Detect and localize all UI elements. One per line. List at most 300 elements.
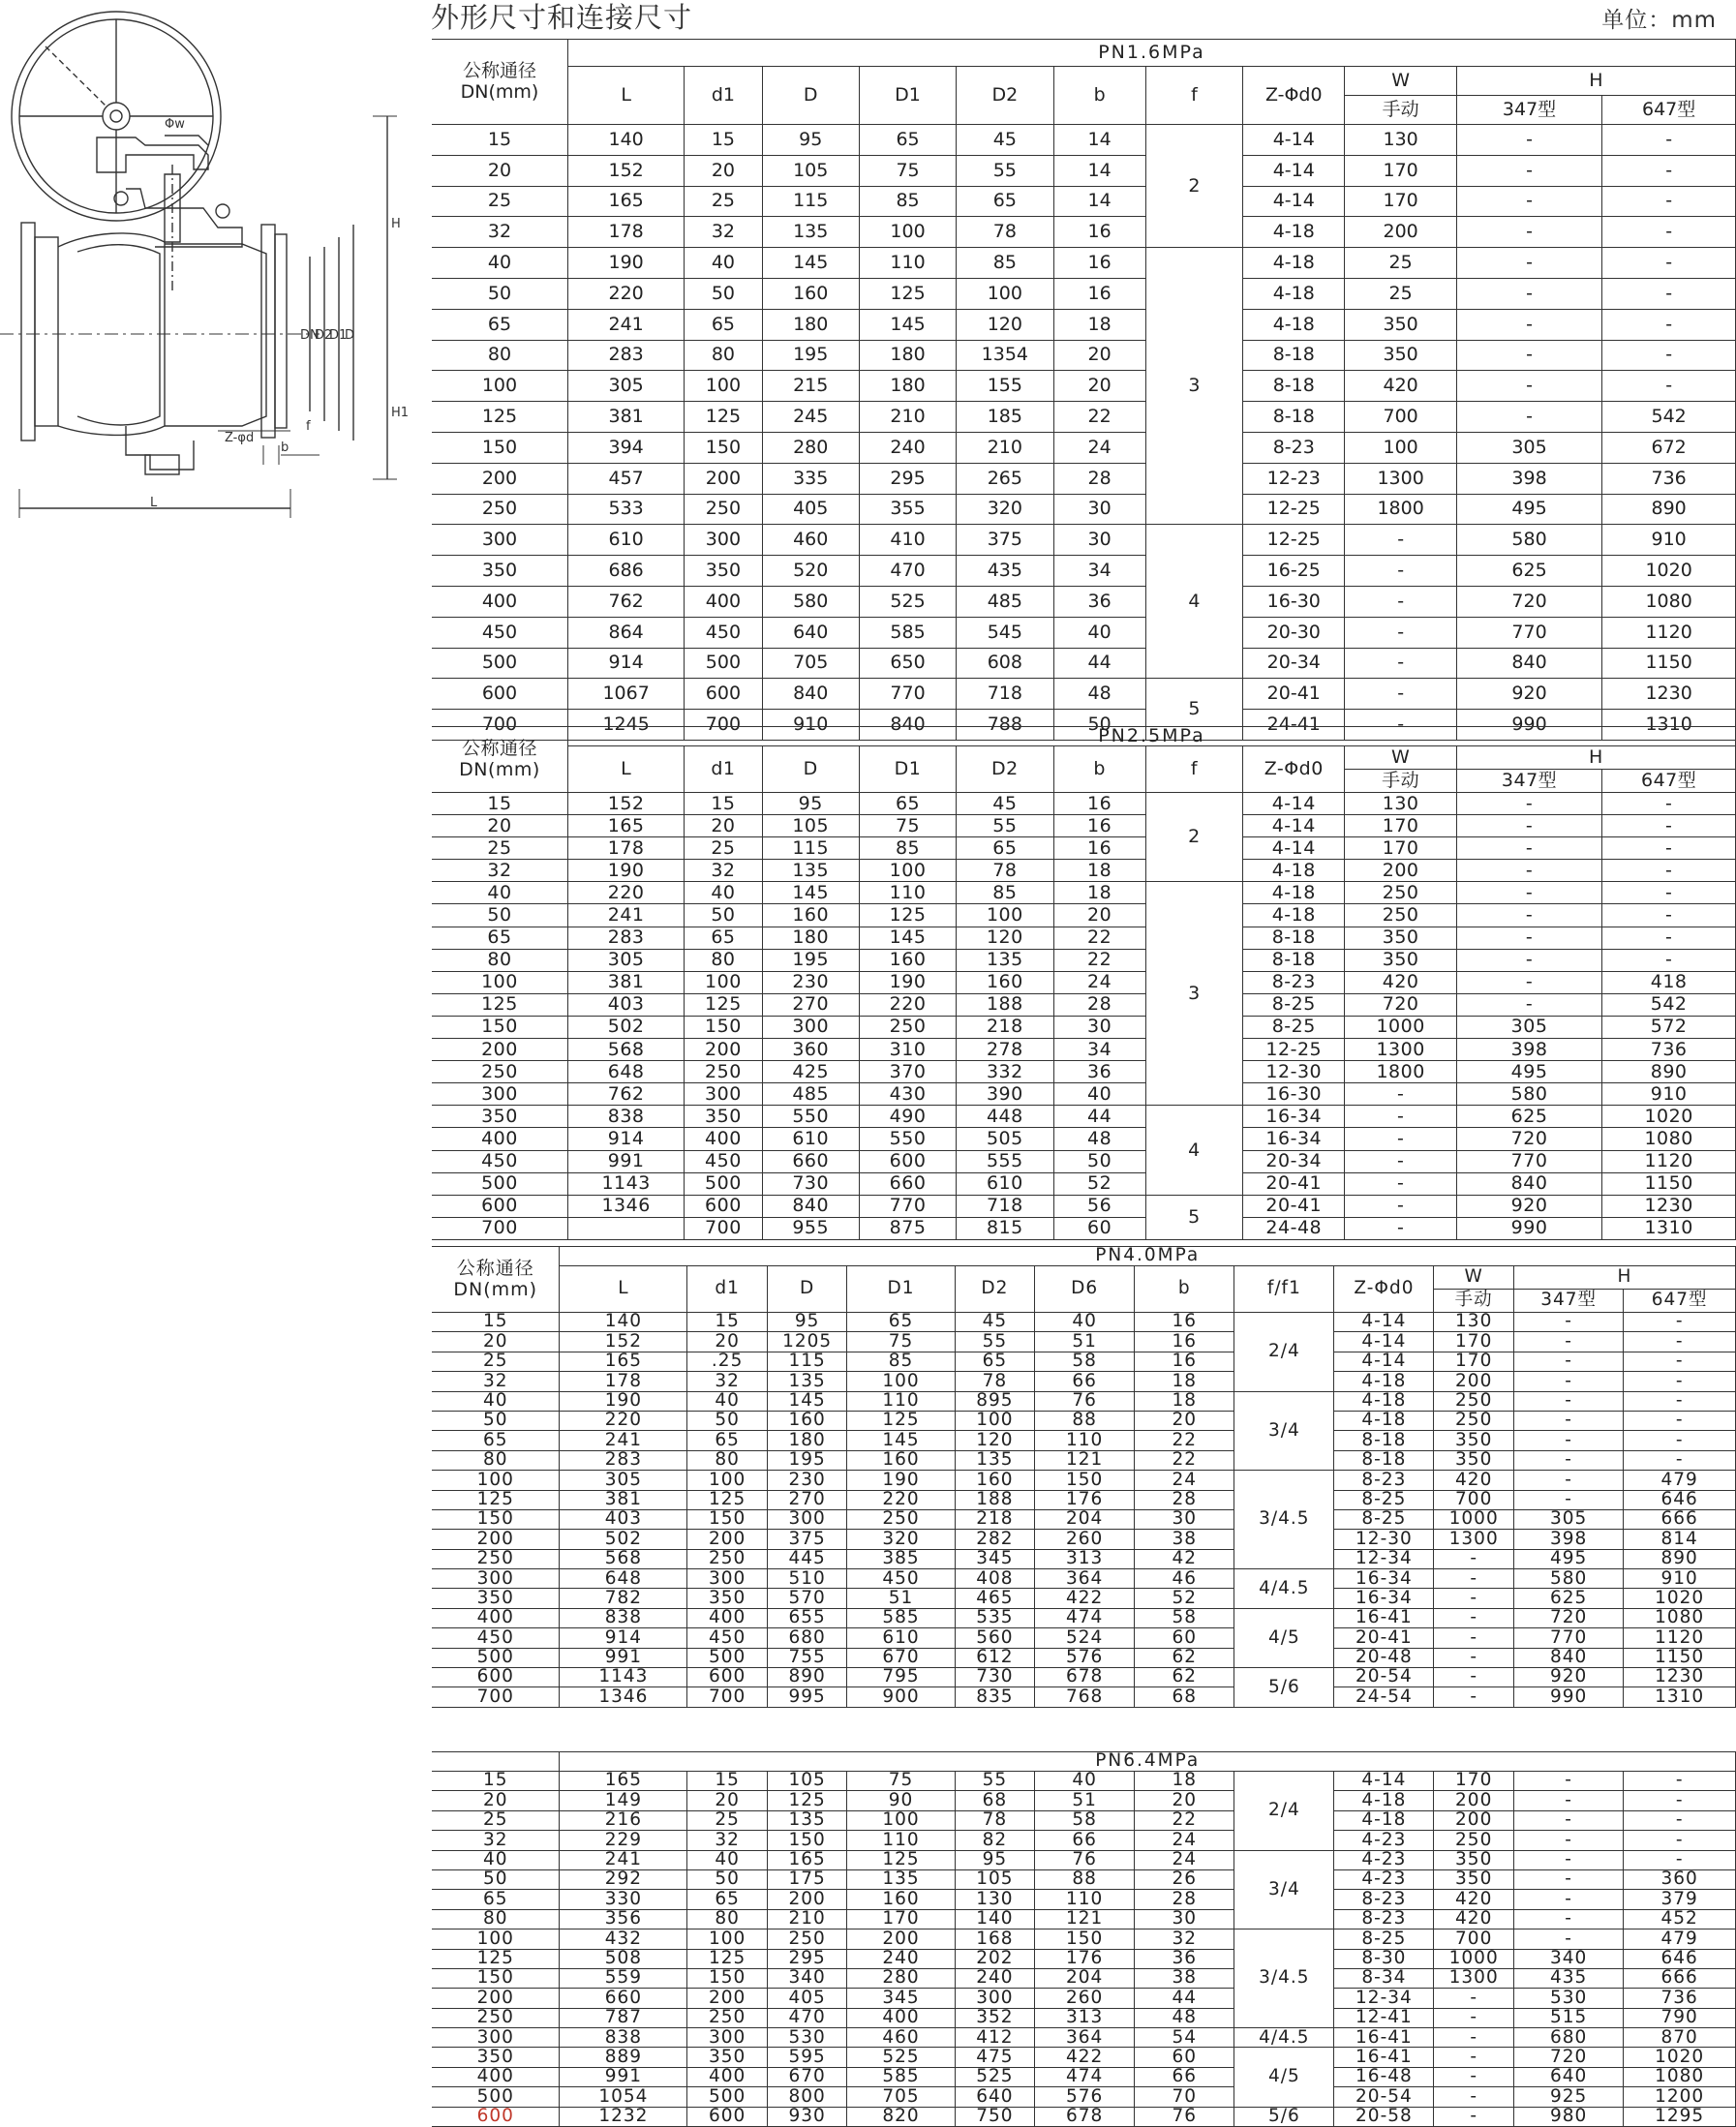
value-cell: 350 [1434,1850,1513,1869]
dn-cell: 700 [432,710,567,741]
value-cell: 300 [685,525,762,556]
value-cell: - [1624,1411,1736,1430]
dn-cell: 50 [432,278,567,309]
value-cell: 930 [767,2107,846,2126]
h-subheader-647: 647型 [1602,770,1736,793]
value-cell: 8-30 [1334,1949,1434,1968]
dn-cell: 500 [432,1648,560,1667]
value-cell: - [1602,927,1736,949]
value-cell: 390 [957,1083,1053,1106]
value-cell: - [1624,1850,1736,1869]
value-cell: 910 [1624,1569,1736,1589]
value-cell: 300 [687,1569,767,1589]
value-cell: 24 [1135,1471,1234,1490]
value-cell: 165 [567,815,684,837]
value-cell: - [1624,1352,1736,1371]
column-header: D [767,1266,846,1313]
table-row [432,309,1736,340]
value-cell: 20 [685,815,762,837]
value-cell: 50 [1053,1150,1145,1172]
table-row [432,1909,1736,1929]
value-cell: 75 [859,155,956,186]
value-cell: 838 [567,1106,684,1128]
value-cell: - [1456,125,1601,156]
value-cell: 80 [687,1909,767,1929]
value-cell: 914 [560,1628,687,1648]
value-cell: 490 [859,1106,956,1128]
value-cell: 105 [762,155,859,186]
table-row [432,1608,1736,1627]
f-group-cell: 5 [1145,679,1242,741]
value-cell: 502 [567,1016,684,1038]
dn-cell: 250 [432,494,567,525]
value-cell: 34 [1053,556,1145,587]
table-row [432,402,1736,433]
value-cell: 170 [1434,1332,1513,1352]
value-cell: 890 [1602,494,1736,525]
value-cell: 770 [859,1195,956,1217]
value-cell: 8-25 [1334,1929,1434,1949]
value-cell: 580 [762,586,859,617]
value-cell: 474 [1035,1608,1135,1627]
value-cell: 200 [767,1890,846,1909]
value-cell: 408 [955,1569,1034,1589]
value-cell: 914 [567,1128,684,1150]
value-cell: - [1602,155,1736,186]
value-cell: - [1456,340,1601,371]
value-cell: 350 [685,556,762,587]
value-cell: 65 [859,793,956,815]
value-cell: 20 [1053,371,1145,402]
table-row [432,1391,1736,1411]
value-cell: 788 [957,710,1053,741]
value-cell: - [1345,1195,1456,1217]
value-cell: - [1345,525,1456,556]
value-cell: 770 [1456,617,1601,648]
value-cell: 870 [1624,2028,1736,2048]
value-cell: 121 [1035,1450,1135,1470]
value-cell: 1310 [1602,1217,1736,1239]
value-cell: 195 [762,340,859,371]
f-group-cell: 4/4.5 [1234,1569,1334,1609]
value-cell: 55 [955,1332,1034,1352]
value-cell: 8-25 [1334,1490,1434,1509]
value-cell: 16-34 [1243,1128,1345,1150]
value-cell: - [1434,2087,1513,2107]
value-cell: 55 [955,1772,1034,1791]
value-cell: 204 [1035,1509,1135,1529]
value-cell: 1232 [560,2107,687,2126]
value-cell: 475 [955,2048,1034,2067]
value-cell: 16-41 [1334,2028,1434,2048]
table-row [432,1509,1736,1529]
f-group-cell: 4/5 [1234,2048,1334,2107]
value-cell: 4-18 [1243,248,1345,279]
dn-header-line1: 公称通径 [462,59,536,81]
dn-cell: 25 [432,837,567,860]
value-cell: 283 [560,1450,687,1470]
value-cell: 1080 [1624,1608,1736,1627]
value-cell: 32 [685,860,762,882]
table-row [432,494,1736,525]
spec-table-3 [432,1246,1736,1708]
value-cell: 51 [847,1589,955,1608]
value-cell: - [1624,1313,1736,1332]
dn-cell: 250 [432,1061,567,1083]
table-row [432,340,1736,371]
value-cell: 4-14 [1243,815,1345,837]
value-cell: 576 [1035,1648,1135,1667]
value-cell: 1020 [1624,1589,1736,1608]
value-cell: 160 [762,278,859,309]
value-cell: 250 [685,1061,762,1083]
value-cell: 1346 [567,1195,684,1217]
value-cell: - [1456,155,1601,186]
table-row [432,525,1736,556]
column-header: b [1135,1266,1234,1313]
value-cell: 16-41 [1334,2048,1434,2067]
dn-cell: 400 [432,1128,567,1150]
value-cell: - [1513,1471,1623,1490]
value-cell: 445 [767,1549,846,1568]
dn-header-line1: 公称通径 [456,1257,534,1279]
value-cell: 24 [1053,971,1145,993]
table-row [432,125,1736,156]
value-cell: 60 [1135,2048,1234,2067]
value-cell: 375 [957,525,1053,556]
value-cell: 175 [767,1869,846,1889]
table-row [432,1332,1736,1352]
value-cell: 160 [957,971,1053,993]
value-cell: 495 [1456,494,1601,525]
valve-drawing [0,0,410,542]
value-cell: 180 [762,927,859,949]
value-cell: 80 [687,1450,767,1470]
value-cell: 340 [767,1968,846,1988]
label-h1: H1 [391,406,410,420]
f-group-cell: 3/4 [1234,1391,1334,1471]
value-cell: 530 [767,2028,846,2048]
column-header-w: W [1434,1266,1513,1290]
value-cell: 12-34 [1334,1549,1434,1568]
table-row [432,648,1736,679]
table-row [432,1929,1736,1949]
value-cell: 570 [767,1589,846,1608]
value-cell: - [1602,860,1736,882]
value-cell: 55 [957,815,1053,837]
value-cell: 265 [957,463,1053,494]
value-cell: 100 [955,1411,1034,1430]
value-cell: - [1456,993,1601,1016]
dn-cell: 40 [432,1850,560,1869]
value-cell: 24 [1135,1850,1234,1869]
value-cell: 1143 [560,1668,687,1687]
value-cell: 410 [859,525,956,556]
dn-cell: 200 [432,1989,560,2008]
value-cell: 218 [957,1016,1053,1038]
value-cell: 320 [847,1530,955,1549]
column-header: D1 [847,1266,955,1313]
value-cell: 495 [1513,1549,1623,1568]
value-cell: 278 [957,1039,1053,1061]
value-cell: 840 [859,710,956,741]
value-cell: 398 [1513,1530,1623,1549]
value-cell: 610 [762,1128,859,1150]
value-cell: - [1456,971,1601,993]
value-cell: 838 [560,1608,687,1627]
value-cell: 310 [859,1039,956,1061]
value-cell: 260 [1035,1989,1135,2008]
table-row [432,1128,1736,1150]
value-cell: 720 [1345,993,1456,1016]
value-cell: 40 [685,882,762,904]
value-cell: 20-41 [1334,1628,1434,1648]
value-cell: 135 [955,1450,1034,1470]
dn-cell: 600 [432,1195,567,1217]
value-cell: 16-48 [1334,2067,1434,2086]
value-cell: 1054 [560,2087,687,2107]
value-cell: - [1513,1352,1623,1371]
value-cell: 425 [762,1061,859,1083]
value-cell: 65 [957,837,1053,860]
label-f: f [306,419,311,434]
value-cell: 150 [687,1509,767,1529]
value-cell: 305 [560,1471,687,1490]
value-cell: 770 [859,679,956,710]
value-cell: 600 [685,679,762,710]
value-cell: 1080 [1602,1128,1736,1150]
value-cell: 485 [762,1083,859,1106]
value-cell: 15 [685,125,762,156]
column-header: d1 [685,67,762,125]
value-cell: 15 [687,1772,767,1791]
value-cell: - [1345,1083,1456,1106]
value-cell: 12-30 [1334,1530,1434,1549]
value-cell: 22 [1053,402,1145,433]
value-cell: 110 [1035,1431,1135,1450]
value-cell: 150 [685,432,762,463]
value-cell: 670 [847,1648,955,1667]
value-cell: 12-25 [1243,494,1345,525]
value-cell: 762 [567,1083,684,1106]
dn-cell: 150 [432,1016,567,1038]
table-row [432,1150,1736,1172]
value-cell: 920 [1456,1195,1601,1217]
value-cell: 160 [767,1411,846,1430]
page-title: 外形尺寸和连接尺寸 [431,1,693,34]
value-cell: 78 [957,860,1053,882]
value-cell: 470 [859,556,956,587]
f-group-cell: 5 [1145,1195,1242,1239]
value-cell: - [1456,248,1601,279]
value-cell: 125 [847,1850,955,1869]
dn-cell: 65 [432,309,567,340]
value-cell: 625 [1456,556,1601,587]
dn-header-line2: DN(mm) [453,1278,538,1300]
value-cell: 121 [1035,1909,1135,1929]
value-cell: 65 [685,927,762,949]
value-cell: 24-41 [1243,710,1345,741]
table-row [432,882,1736,904]
dn-header-line1: 公称通径 [461,737,537,759]
dn-header-cell [432,1247,560,1313]
value-cell: 640 [762,617,859,648]
value-cell: 22 [1135,1431,1234,1450]
value-cell: 700 [1345,402,1456,433]
value-cell: 660 [560,1989,687,2008]
value-cell: 62 [1135,1668,1234,1687]
dn-cell: 450 [432,617,567,648]
value-cell: 398 [1456,463,1601,494]
value-cell: - [1345,586,1456,617]
f-group-cell: 3 [1145,882,1242,1106]
value-cell: 648 [567,1061,684,1083]
value-cell: - [1345,1217,1456,1239]
dn-cell: 15 [432,793,567,815]
w-subheader: 手动 [1434,1290,1513,1313]
value-cell: 100 [687,1929,767,1949]
value-cell: 16 [1053,793,1145,815]
value-cell: 125 [685,402,762,433]
value-cell: 218 [955,1509,1034,1529]
value-cell: 625 [1513,1589,1623,1608]
value-cell: 660 [859,1172,956,1195]
value-cell: 160 [955,1471,1034,1490]
value-cell: 165 [767,1850,846,1869]
value-cell: 485 [957,586,1053,617]
value-cell: - [1513,1869,1623,1889]
dn-cell: 20 [432,1332,560,1352]
value-cell: - [1456,927,1601,949]
table-row [432,1352,1736,1371]
value-cell: 185 [957,402,1053,433]
value-cell: 4-14 [1334,1772,1434,1791]
dn-cell: 125 [432,1949,560,1968]
value-cell: 52 [1135,1589,1234,1608]
value-cell: 95 [767,1313,846,1332]
table-row [432,1549,1736,1568]
value-cell: 686 [567,556,684,587]
value-cell: 176 [1035,1490,1135,1509]
table-row [432,1431,1736,1450]
table-row [432,1589,1736,1608]
dn-cell: 600 [432,679,567,710]
value-cell: 165 [560,1352,687,1371]
value-cell: 4-18 [1243,904,1345,927]
value-cell: 718 [957,679,1053,710]
value-cell: 230 [767,1471,846,1490]
value-cell: 14 [1053,186,1145,217]
value-cell: - [1345,556,1456,587]
value-cell: - [1434,1589,1513,1608]
value-cell: 4-18 [1243,860,1345,882]
value-cell: 78 [955,1372,1034,1391]
value-cell: 1300 [1434,1968,1513,1988]
value-cell: 24-48 [1243,1217,1345,1239]
f-group-cell: 2/4 [1234,1772,1334,1851]
value-cell: 18 [1053,882,1145,904]
table-row [432,815,1736,837]
dn-cell: 125 [432,402,567,433]
dn-cell: 200 [432,1530,560,1549]
value-cell: 28 [1135,1490,1234,1509]
value-cell: 8-23 [1334,1890,1434,1909]
value-cell: 768 [1035,1687,1135,1707]
dn-cell: 500 [432,2087,560,2107]
value-cell [567,1217,684,1239]
value-cell: 666 [1624,1968,1736,1988]
value-cell: 340 [1513,1949,1623,1968]
value-cell: 705 [847,2087,955,2107]
value-cell: 250 [685,494,762,525]
value-cell: 88 [1035,1869,1135,1889]
column-header-w: W [1345,67,1456,96]
value-cell: 495 [1456,1061,1601,1083]
value-cell: 700 [1434,1929,1513,1949]
label-dn: DN [300,328,320,343]
value-cell: 178 [560,1372,687,1391]
f-group-cell: 4 [1145,1106,1242,1195]
value-cell: 14 [1053,125,1145,156]
value-cell: 720 [1456,586,1601,617]
value-cell: - [1513,1332,1623,1352]
value-cell: 4-23 [1334,1831,1434,1850]
value-cell: 448 [957,1106,1053,1128]
value-cell: - [1624,1791,1736,1810]
value-cell: 260 [1035,1530,1135,1549]
value-cell: 145 [762,882,859,904]
value-cell: 38 [1135,1530,1234,1549]
value-cell: 180 [859,340,956,371]
value-cell: 20 [1135,1411,1234,1430]
value-cell: 1150 [1624,1648,1736,1667]
value-cell: 155 [957,371,1053,402]
value-cell: 50 [685,278,762,309]
value-cell: 1230 [1602,1195,1736,1217]
value-cell: - [1624,1810,1736,1830]
value-cell: 576 [1035,2087,1135,2107]
value-cell: 452 [1624,1909,1736,1929]
f-group-cell: 3/4.5 [1234,1929,1334,2028]
value-cell: 350 [1345,949,1456,971]
value-cell: 385 [847,1549,955,1568]
spec-table-1 [432,39,1736,741]
value-cell: 4-18 [1334,1372,1434,1391]
value-cell: 535 [955,1608,1034,1627]
value-cell: 120 [957,927,1053,949]
value-cell: 650 [859,648,956,679]
value-cell: 4-18 [1243,217,1345,248]
value-cell: 1150 [1602,1172,1736,1195]
value-cell: - [1434,1668,1513,1687]
value-cell: 24 [1135,1831,1234,1850]
value-cell: 200 [1345,860,1456,882]
value-cell: 40 [1035,1313,1135,1332]
f-group-cell: 3/4 [1234,1850,1334,1929]
value-cell: 910 [1602,525,1736,556]
value-cell: 450 [685,617,762,648]
value-cell: 678 [1035,2107,1135,2126]
value-cell: - [1434,1628,1513,1648]
value-cell: 510 [767,1569,846,1589]
value-cell: 1310 [1624,1687,1736,1707]
table-row [432,1831,1736,1850]
column-header: f [1145,67,1242,125]
value-cell: 200 [687,1989,767,2008]
table-row [432,1569,1736,1589]
dn-cell: 500 [432,648,567,679]
value-cell: 420 [1434,1909,1513,1929]
